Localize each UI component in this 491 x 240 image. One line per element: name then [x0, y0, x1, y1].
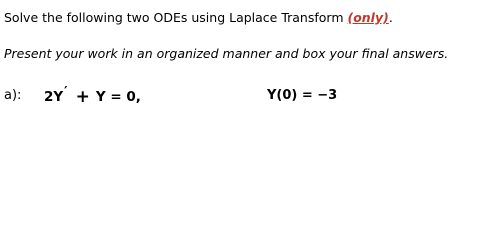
- instruction-period: .: [388, 10, 393, 25]
- plus-sign: +: [75, 87, 90, 107]
- only-emphasis: (only): [347, 10, 389, 25]
- prime-mark: ′: [64, 85, 68, 100]
- part-label: a):: [4, 88, 22, 103]
- instruction-line-1: [4, 10, 393, 25]
- instruction-line-2: Present your work in an organized manner and box your final answers.: [4, 46, 449, 61]
- instruction-text: Solve the following two ODEs using Laplace Transform: [4, 10, 348, 25]
- problem-a: [4, 86, 484, 108]
- ode-rest: Y = 0,: [95, 89, 141, 105]
- ode-lhs-term: 2Y: [44, 89, 64, 105]
- ode-equation: [44, 86, 141, 106]
- initial-condition: Y(0) = −3: [267, 88, 338, 103]
